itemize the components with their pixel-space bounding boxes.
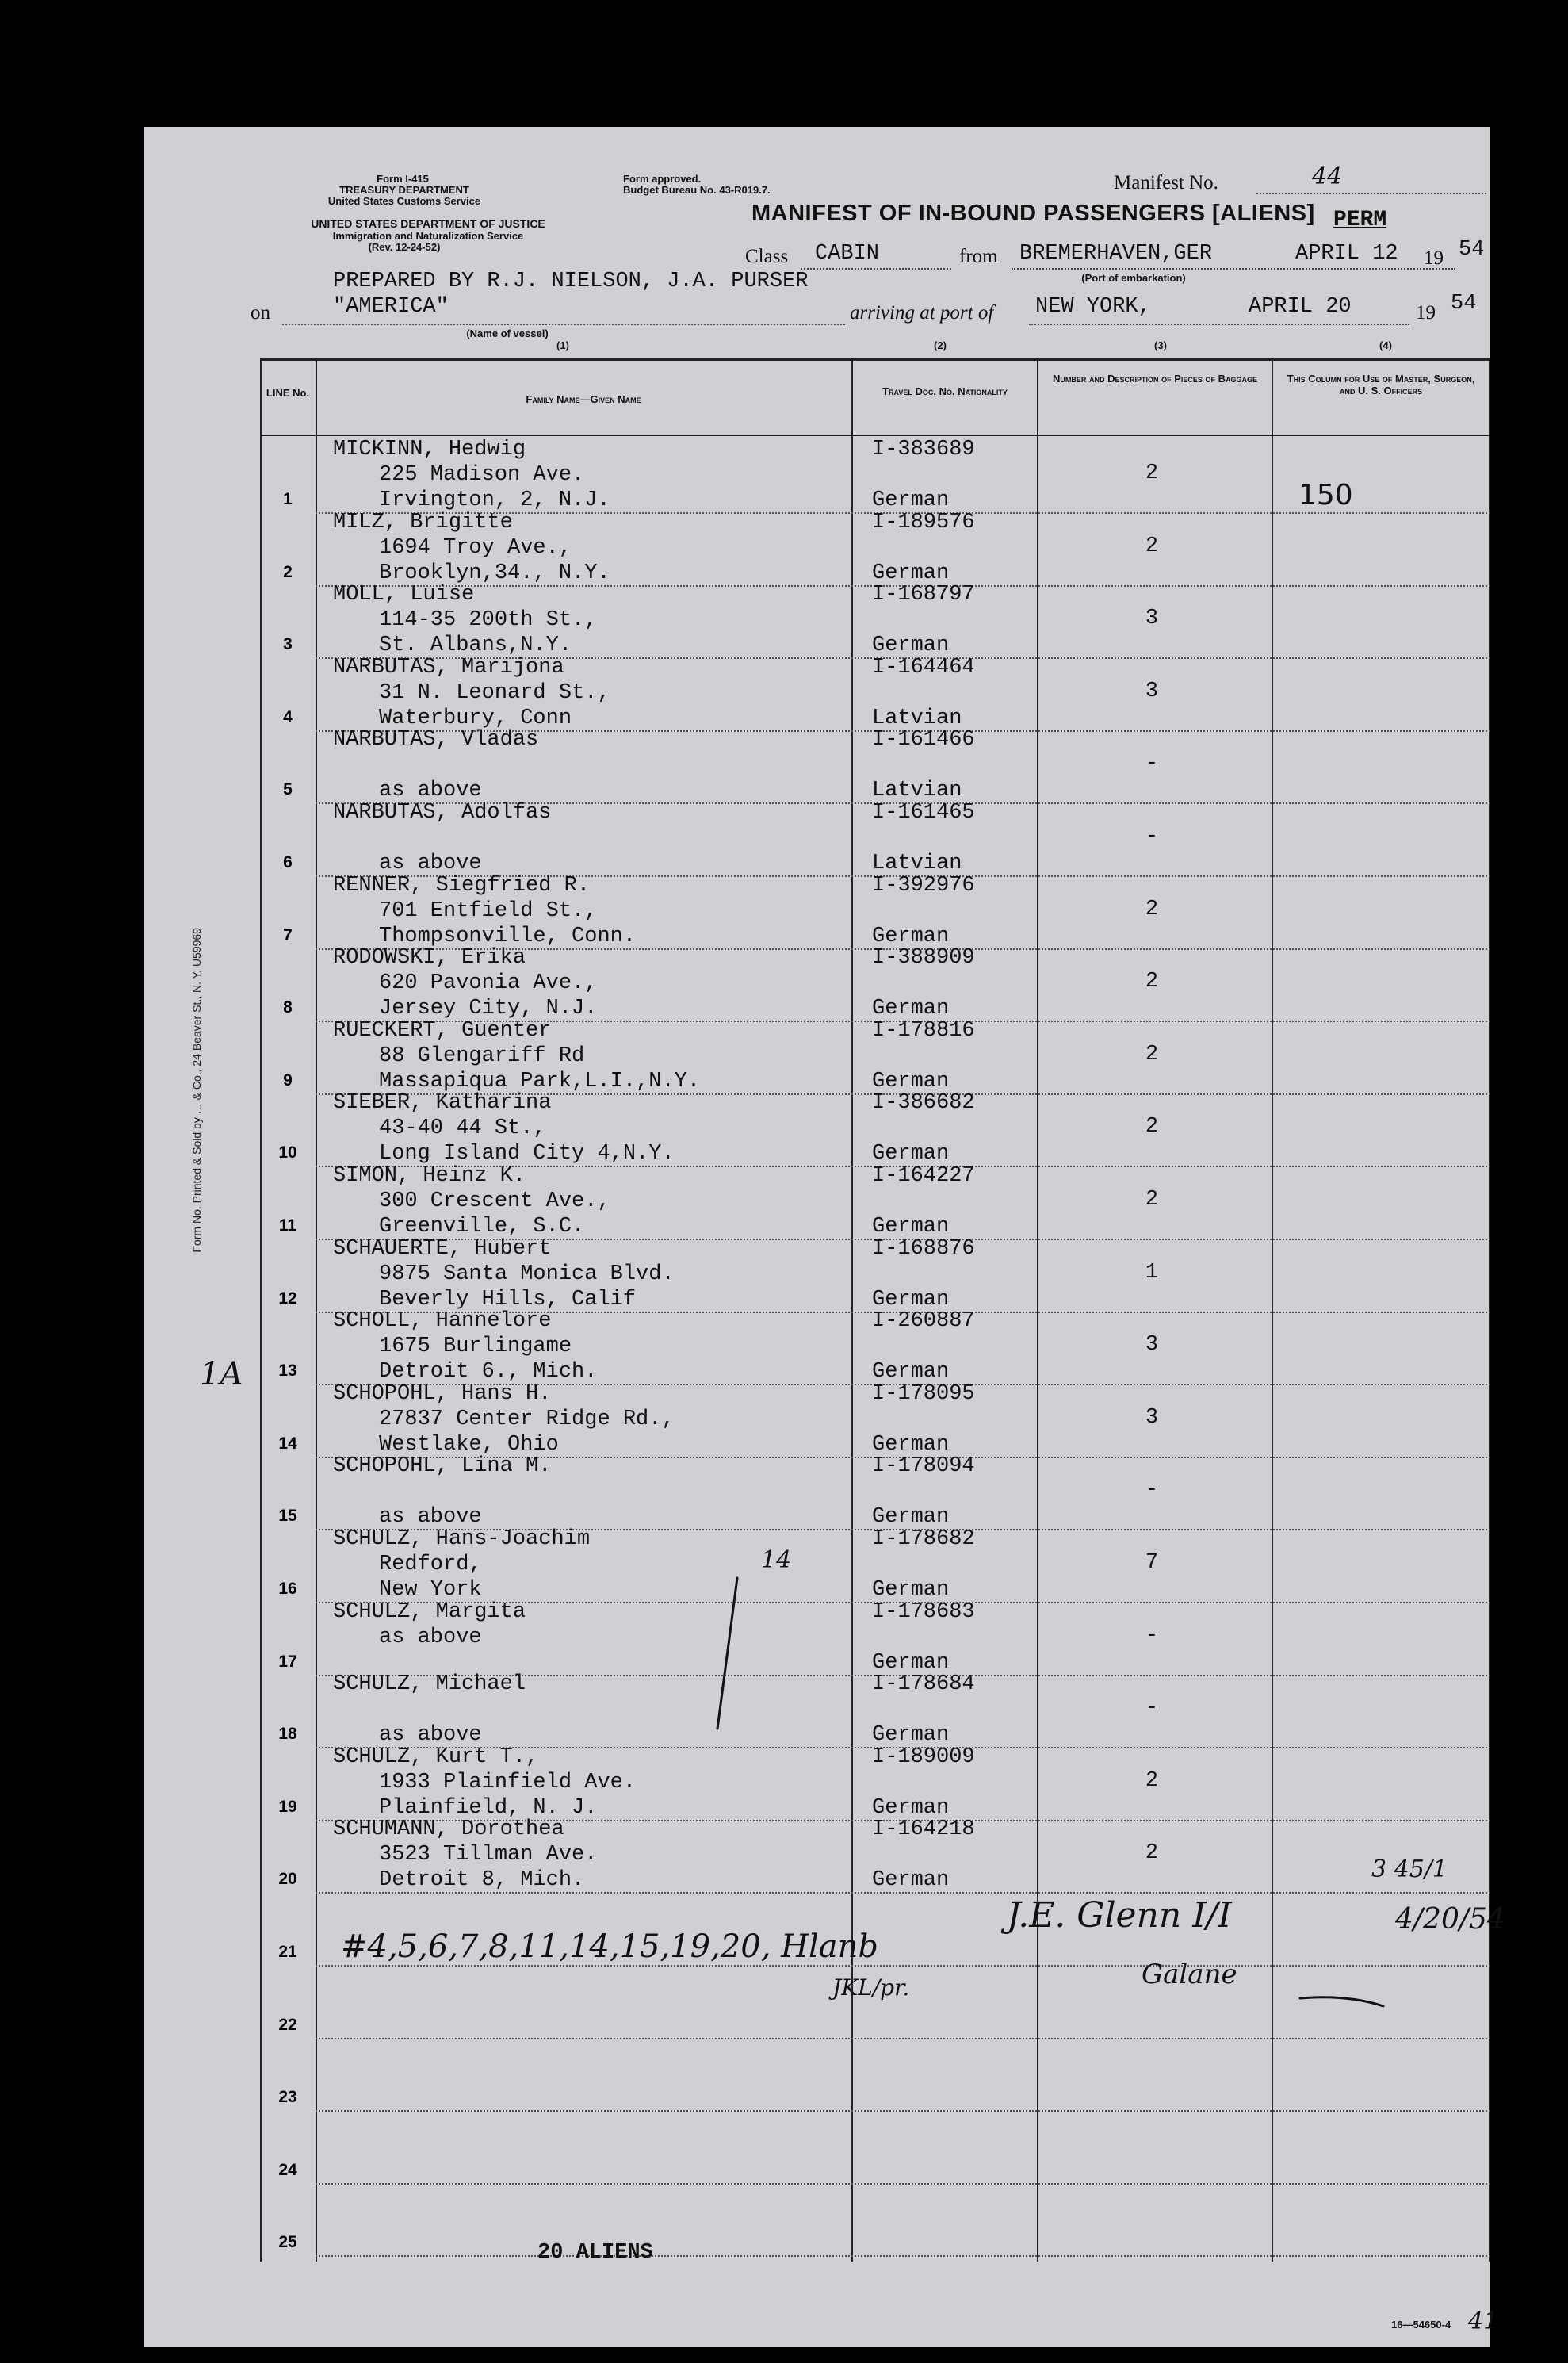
line-number: 6 — [283, 853, 293, 871]
address-line-1: 88 Glengariff Rd — [379, 1044, 585, 1068]
line-number: 23 — [278, 2088, 297, 2107]
signature-underline — [1300, 1997, 1383, 2006]
travel-doc-number: I-386682 — [872, 1091, 975, 1116]
marked-lines-note: #4,5,6,7,8,11,14,15,19,20, Hlanb — [341, 1928, 879, 1965]
passenger-name: MICKINN, Hedwig — [333, 438, 526, 461]
header-doc: Travel Doc. No. Nationality — [882, 385, 1008, 397]
travel-doc-number: I-161465 — [872, 801, 975, 825]
passenger-name: RODOWSKI, Erika — [333, 946, 526, 971]
line-number: 8 — [283, 998, 293, 1017]
baggage-count: 2 — [1145, 1188, 1159, 1212]
address-line-2: Thompsonville, Conn. — [379, 924, 637, 948]
officer-note-150: 150 — [1298, 479, 1353, 511]
line-number: 3 — [283, 635, 293, 654]
travel-doc-number: I-161466 — [872, 728, 975, 753]
travel-doc-number: I-178095 — [872, 1381, 975, 1406]
travel-doc-number: I-383689 — [872, 438, 975, 461]
passenger-name: NARBUTAS, Marijona — [333, 655, 564, 680]
travel-doc-number: I-168797 — [872, 583, 975, 607]
ins-service: Immigration and Naturalization Service — [332, 230, 524, 242]
vertical-stroke — [717, 1578, 737, 1729]
on-label: on — [250, 302, 270, 324]
address-line-1: 3523 Tillman Ave. — [379, 1843, 598, 1867]
address-line-1: Redford, — [379, 1553, 482, 1576]
nationality: German — [872, 1795, 950, 1820]
travel-doc-number: I-164218 — [872, 1817, 975, 1842]
address-line-2: New York — [379, 1578, 482, 1602]
address-line-2: St. Albans,N.Y. — [379, 634, 572, 658]
passenger-name: NARBUTAS, Adolfas — [333, 801, 552, 825]
baggage-count: 2 — [1145, 1768, 1159, 1793]
address-line-2: Greenville, S.C. — [379, 1215, 585, 1239]
baggage-count: 2 — [1145, 461, 1159, 485]
baggage-count: - — [1145, 825, 1159, 848]
line-number: 7 — [283, 925, 293, 944]
line-number: 5 — [283, 780, 293, 799]
nationality: German — [872, 1360, 950, 1384]
budget-bureau: Budget Bureau No. 43-R019.7. — [623, 184, 771, 196]
address-line-2: as above — [379, 1723, 482, 1748]
passenger-name: SCHOLL, Hannelore — [333, 1309, 552, 1334]
address-line-2: Beverly Hills, Calif — [379, 1287, 637, 1312]
form-number: Form I-415 — [377, 173, 429, 185]
line-number: 4 — [283, 707, 293, 726]
address-line-1: 27837 Center Ridge Rd., — [379, 1407, 675, 1431]
baggage-count: 3 — [1145, 1333, 1159, 1358]
baggage-count: 2 — [1145, 1841, 1159, 1866]
travel-doc-number: I-260887 — [872, 1309, 975, 1334]
travel-doc-number: I-189009 — [872, 1744, 975, 1769]
vessel-note: (Name of vessel) — [466, 327, 549, 339]
travel-doc-number: I-178682 — [872, 1527, 975, 1551]
justice-dept: UNITED STATES DEPARTMENT OF JUSTICE — [311, 217, 545, 230]
manifest-type: PERM — [1333, 208, 1387, 232]
arrival-port: NEW YORK, — [1035, 295, 1151, 319]
arrival-date: APRIL 20 — [1249, 295, 1352, 319]
arriving-label: arriving at port of — [850, 302, 994, 324]
nationality: German — [872, 1650, 950, 1675]
baggage-count: 3 — [1145, 1405, 1159, 1430]
col-num-3: (3) — [1154, 339, 1167, 351]
passenger-name: SCHULZ, Michael — [333, 1672, 526, 1697]
nationality: German — [872, 924, 950, 948]
address-line-2: Jersey City, N.J. — [379, 997, 598, 1021]
address-line-2: as above — [379, 852, 482, 875]
nationality: German — [872, 1723, 950, 1748]
count-mark: 14 — [761, 1546, 792, 1574]
line-number: 15 — [278, 1507, 297, 1526]
class-label: Class — [745, 246, 789, 267]
nationality: Latvian — [872, 706, 962, 730]
header-baggage: Number and Description of Pieces of Baggage — [1052, 373, 1258, 385]
travel-doc-number: I-168876 — [872, 1236, 975, 1261]
travel-doc-number: I-388909 — [872, 946, 975, 971]
baggage-count: 2 — [1145, 1115, 1159, 1139]
vessel-name: "AMERICA" — [333, 295, 449, 319]
nationality: German — [872, 488, 950, 512]
nationality: German — [872, 1069, 950, 1093]
form-revision: (Rev. 12-24-52) — [368, 241, 441, 253]
departure-year: 54 — [1459, 238, 1485, 262]
address-line-1: 701 Entfield St., — [379, 898, 598, 923]
col-num-2: (2) — [934, 339, 947, 351]
address-line-2: Long Island City 4,N.Y. — [379, 1142, 675, 1166]
line-number: 19 — [278, 1797, 297, 1816]
line-number: 22 — [278, 2015, 297, 2034]
address-line-1: 225 Madison Ave. — [379, 463, 585, 487]
nationality: Latvian — [872, 852, 962, 875]
passenger-name: SCHOPOHL, Hans H. — [333, 1381, 552, 1406]
arrival-year: 54 — [1451, 292, 1477, 316]
address-line-1: 31 N. Leonard St., — [379, 680, 610, 705]
passenger-name: SCHULZ, Kurt T., — [333, 1744, 539, 1769]
line-number: 11 — [278, 1216, 297, 1235]
line-number: 21 — [278, 1943, 297, 1961]
fraction-mark: 3 45/1 — [1371, 1856, 1448, 1883]
passenger-name: SCHAUERTE, Hubert — [333, 1236, 552, 1261]
passenger-name: SCHULZ, Hans-Joachim — [333, 1527, 591, 1551]
passenger-name: SCHOPOHL, Lina M. — [333, 1454, 552, 1479]
header-name: Family Name—Given Name — [526, 393, 641, 405]
passenger-name: RENNER, Siegfried R. — [333, 873, 591, 898]
corner-mark: 41 — [1468, 2307, 1499, 2335]
passenger-name: SIMON, Heinz K. — [333, 1164, 526, 1188]
line-number: 16 — [278, 1580, 297, 1598]
embarkation-port: BREMERHAVEN,GER — [1019, 242, 1213, 266]
initials: JKL/pr. — [832, 1974, 910, 2001]
line-number: 9 — [283, 1070, 293, 1090]
year-prefix: 19 — [1424, 247, 1444, 269]
address-line-2: Waterbury, Conn — [379, 706, 572, 730]
total-aliens: 20 ALIENS — [537, 2241, 653, 2265]
nationality: German — [872, 1215, 950, 1239]
address-line-2: Plainfield, N. J. — [379, 1795, 598, 1820]
passenger-name: MILZ, Brigitte — [333, 510, 513, 534]
address-line-2: as above — [379, 779, 482, 803]
line-number: 20 — [278, 1870, 297, 1889]
address-line-2: Brooklyn,34., N.Y. — [379, 561, 610, 585]
line-number: 1 — [283, 490, 293, 508]
baggage-count: 2 — [1145, 534, 1159, 558]
address-line-1: 1694 Troy Ave., — [379, 535, 572, 560]
baggage-count: 3 — [1145, 679, 1159, 703]
travel-doc-number: I-178816 — [872, 1018, 975, 1043]
travel-doc-number: I-164227 — [872, 1164, 975, 1188]
nationality: German — [872, 634, 950, 658]
address-line-2: Detroit 8, Mich. — [379, 1868, 585, 1893]
address-line-1: as above — [379, 1625, 482, 1649]
departure-date: APRIL 12 — [1295, 242, 1398, 266]
baggage-count: 3 — [1145, 607, 1159, 631]
customs-service: United States Customs Service — [327, 195, 481, 207]
year-prefix: 19 — [1416, 302, 1436, 324]
address-line-1: 300 Crescent Ave., — [379, 1189, 610, 1213]
passenger-name: MOLL, Luise — [333, 583, 475, 607]
passenger-name: SCHULZ, Margita — [333, 1599, 526, 1624]
nationality: German — [872, 1578, 950, 1602]
passenger-name: NARBUTAS, Vladas — [333, 728, 539, 753]
address-line-1: 620 Pavonia Ave., — [379, 971, 598, 996]
manifest-number: 44 — [1312, 163, 1343, 190]
baggage-count: 2 — [1145, 1042, 1159, 1067]
nationality: Latvian — [872, 779, 962, 803]
baggage-count: 2 — [1145, 897, 1159, 921]
line-number: 13 — [278, 1362, 297, 1381]
printer-imprint: Form No. Printed & Sold by … & Co., 24 Beaver St., N. Y. U59969 — [190, 928, 203, 1253]
address-line-1: 1933 Plainfield Ave. — [379, 1770, 637, 1794]
treasury-dept: TREASURY DEPARTMENT — [339, 184, 469, 196]
address-line-2: Massapiqua Park,L.I.,N.Y. — [379, 1069, 701, 1093]
nationality: German — [872, 1505, 950, 1530]
travel-doc-number: I-164464 — [872, 655, 975, 680]
baggage-count: 2 — [1145, 970, 1159, 994]
line-number: 2 — [283, 562, 293, 581]
baggage-count: 7 — [1145, 1551, 1159, 1575]
line-number: 10 — [278, 1143, 297, 1162]
nationality: German — [872, 1868, 950, 1893]
inspection-date: 4/20/54 — [1395, 1903, 1505, 1936]
baggage-count: 1 — [1145, 1260, 1159, 1285]
manifest-title: MANIFEST OF IN-BOUND PASSENGERS [ALIENS] — [751, 201, 1315, 226]
nationality: German — [872, 997, 950, 1021]
address-line-2: Detroit 6., Mich. — [379, 1360, 598, 1384]
col-num-1: (1) — [556, 339, 569, 351]
line-number: 18 — [278, 1725, 297, 1744]
address-line-1: 43-40 44 St., — [379, 1116, 546, 1141]
address-line-2: Irvington, 2, N.J. — [379, 488, 610, 512]
travel-doc-number: I-178094 — [872, 1454, 975, 1479]
address-line-2: Westlake, Ohio — [379, 1432, 559, 1457]
passenger-name: RUECKERT, Guenter — [333, 1018, 552, 1043]
from-label: from — [959, 246, 998, 267]
nationality: German — [872, 1432, 950, 1457]
prepared-by: PREPARED BY R.J. NIELSON, J.A. PURSER — [333, 270, 809, 293]
signature-second: Galane — [1142, 1959, 1237, 1990]
form-approved: Form approved. — [623, 173, 702, 185]
line-number: 12 — [278, 1289, 297, 1308]
header-officers: This Column for Use of Master, Surgeon, and U. S. Officers — [1287, 373, 1475, 396]
address-line-1: 1675 Burlingame — [379, 1335, 572, 1359]
travel-doc-number: I-189576 — [872, 510, 975, 534]
address-line-2: as above — [379, 1505, 482, 1530]
port-note: (Port of embarkation) — [1081, 272, 1186, 284]
class-value: CABIN — [815, 242, 880, 266]
travel-doc-number: I-178683 — [872, 1599, 975, 1624]
baggage-count: - — [1145, 1623, 1159, 1648]
nationality: German — [872, 1142, 950, 1166]
baggage-count: - — [1145, 1478, 1159, 1503]
margin-mark: 1A — [200, 1356, 243, 1392]
line-number: 24 — [278, 2160, 297, 2179]
passenger-name: SCHUMANN, Dorothea — [333, 1817, 564, 1842]
travel-doc-number: I-178684 — [872, 1672, 975, 1697]
line-number: 14 — [278, 1434, 297, 1453]
manifest-no-label: Manifest No. — [1114, 172, 1218, 193]
line-number: 17 — [278, 1652, 297, 1671]
line-number: 25 — [278, 2233, 297, 2252]
baggage-count: - — [1145, 1696, 1159, 1721]
passenger-name: SIEBER, Katharina — [333, 1091, 552, 1116]
address-line-1: 114-35 200th St., — [379, 608, 598, 633]
travel-doc-number: I-392976 — [872, 873, 975, 898]
footer-code: 16—54650-4 — [1391, 2319, 1451, 2330]
nationality: German — [872, 561, 950, 585]
nationality: German — [872, 1287, 950, 1312]
address-line-1: 9875 Santa Monica Blvd. — [379, 1262, 675, 1286]
baggage-count: - — [1145, 752, 1159, 776]
col-num-4: (4) — [1379, 339, 1392, 351]
officer-signature: J.E. Glenn I/I — [1007, 1895, 1232, 1936]
header-line-no: LINE No. — [266, 387, 310, 399]
